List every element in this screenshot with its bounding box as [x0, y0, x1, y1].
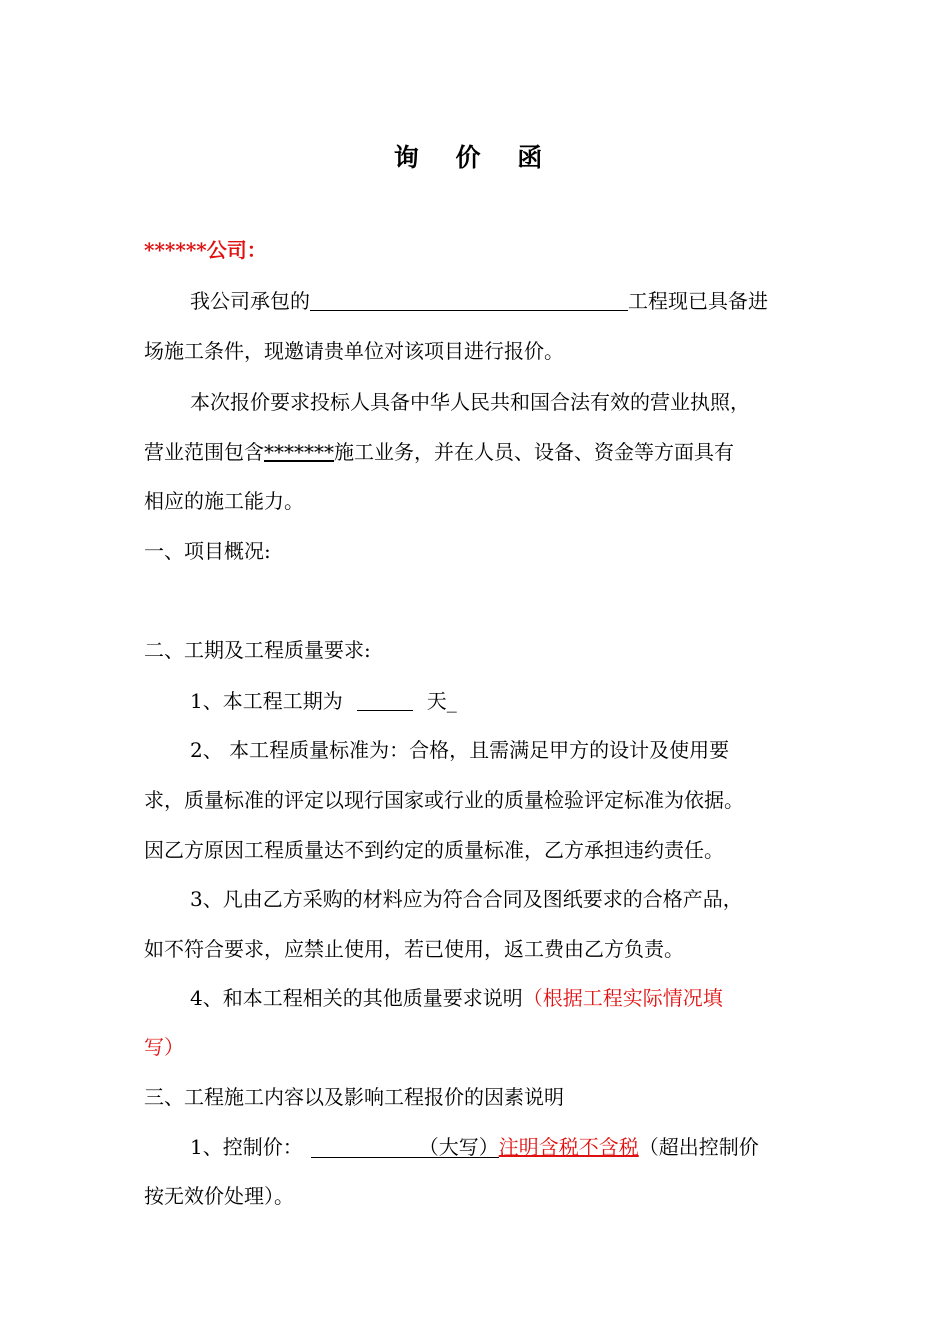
control-price-label: 1、控制价：	[190, 1135, 303, 1159]
duration-days-blank	[357, 690, 413, 711]
section-heading-scope: 三、工程施工内容以及影响工程报价的因素说明	[144, 1085, 564, 1109]
item-control-price-line2: 按无效价处理）。	[144, 1184, 294, 1208]
page-title: 询 价 函	[393, 143, 557, 172]
tax-note: 注明含税不含税	[498, 1135, 639, 1159]
control-price-suffix: （超出控制价	[638, 1135, 759, 1159]
item-other-quality-line2: 写）	[144, 1035, 184, 1059]
other-quality-note: （根据工程实际情况填	[522, 986, 723, 1010]
item-quality-line1: 2、 本工程质量标准为：合格，且需满足甲方的设计及使用要	[190, 738, 730, 762]
item-control-price-line1	[190, 1137, 759, 1158]
invitation-prefix: 我公司承包的	[190, 289, 310, 313]
section-heading-overview: 一、项目概况:	[144, 539, 271, 563]
paragraph-requirement-line3: 相应的施工能力。	[144, 489, 304, 513]
paragraph-requirement-line2	[144, 442, 734, 462]
addressee: ******公司：	[144, 238, 267, 262]
daxie-label: （大写）	[418, 1135, 499, 1159]
item-quality-line3: 因乙方原因工程质量达不到约定的质量标准，乙方承担违约责任。	[144, 838, 724, 862]
invitation-suffix: 工程现已具备进	[628, 289, 768, 313]
item-quality-line2: 求，质量标准的评定以现行国家或行业的质量检验评定标准为依据。	[144, 788, 744, 812]
section-heading-schedule-quality: 二、工期及工程质量要求:	[144, 638, 371, 662]
paragraph-invitation-line2: 场施工条件，现邀请贵单位对该项目进行报价。	[144, 339, 564, 363]
item-materials-line2: 如不符合要求，应禁止使用，若已使用，返工费由乙方负责。	[144, 937, 684, 961]
other-quality-text: 4、和本工程相关的其他质量要求说明	[190, 986, 523, 1010]
control-price-blank	[311, 1137, 499, 1158]
business-scope-stars: *******	[264, 440, 334, 464]
requirement-prefix: 营业范围包含	[144, 440, 264, 464]
duration-suffix: 天_	[426, 689, 457, 713]
paragraph-requirement-line1: 本次报价要求投标人具备中华人民共和国合法有效的营业执照，	[190, 390, 750, 414]
duration-prefix: 1、本工程工期为	[190, 689, 343, 713]
paragraph-invitation-line1	[190, 290, 768, 311]
requirement-suffix: 施工业务，并在人员、设备、资金等方面具有	[334, 440, 734, 464]
item-other-quality-line1	[190, 988, 723, 1008]
project-name-blank	[310, 290, 628, 311]
item-materials-line1: 3、凡由乙方采购的材料应为符合合同及图纸要求的合格产品，	[190, 887, 743, 911]
item-duration	[190, 690, 457, 711]
